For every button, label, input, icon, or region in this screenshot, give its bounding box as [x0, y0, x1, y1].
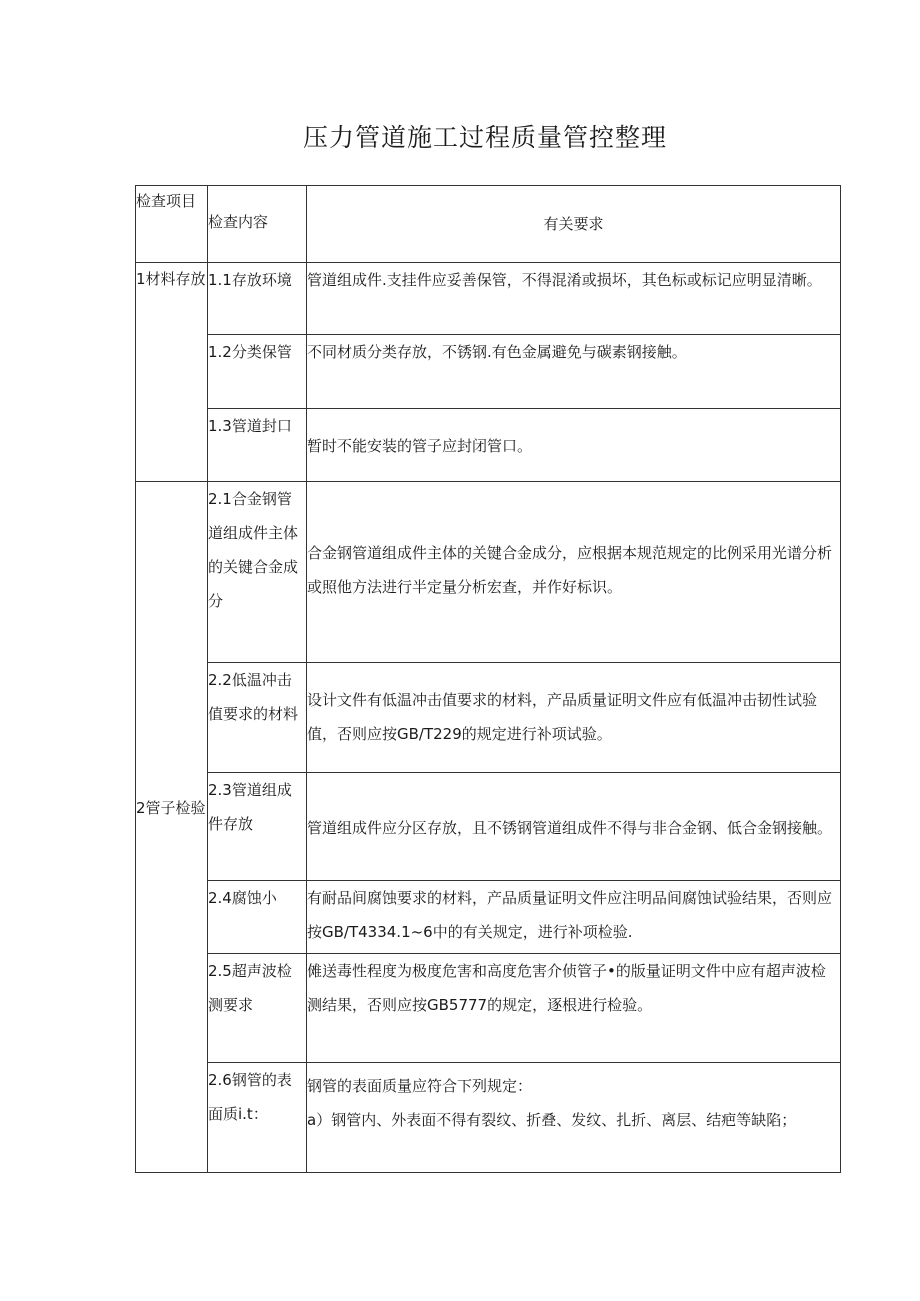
row-requirement: [307, 1063, 841, 1173]
table-row: [136, 954, 841, 1063]
category-material-storage: 1材料存放: [136, 263, 208, 482]
table-row: [136, 482, 841, 663]
document-title: 压力管道施工过程质量管控整理: [302, 123, 667, 152]
table-row: [136, 409, 841, 482]
row-item: 1.3管道封口: [208, 409, 307, 482]
header-requirement: 有关要求: [307, 186, 841, 263]
row-item: 2.2低温冲击值要求的材料: [208, 663, 307, 773]
row-item: 2.6钢管的表面质i.t：: [208, 1063, 307, 1173]
row-requirement: 有耐品间腐蚀要求的材料，产品质量证明文件应注明品间腐蚀试验结果，否则应按GB/T4334.1~6中的有关规定，进行补项检验.: [307, 881, 841, 954]
requirement-line: 钢管的表面质量应符合下列规定：: [307, 1077, 533, 1095]
row-item: 1.1存放环境: [208, 263, 307, 335]
inspection-table: [135, 185, 841, 1173]
table-row: [136, 881, 841, 954]
row-requirement: 暂时不能安装的管子应封闭管口。: [307, 409, 841, 482]
table-row: [136, 773, 841, 881]
row-item: 2.5超声波检测要求: [208, 954, 307, 1063]
row-requirement: 合金钢管道组成件主体的关键合金成分，应根据本规范规定的比例采用光谱分析或照他方法进行半定量分析宏查，并作好标识。: [307, 482, 841, 663]
table-row: [136, 663, 841, 773]
category-pipe-inspection: 2管子检验: [136, 482, 208, 1173]
row-item: 2.4腐蚀小: [208, 881, 307, 954]
table-row: [136, 1063, 841, 1173]
row-requirement: 不同材质分类存放，不锈钢.有色金属避免与碳素钢接触。: [307, 335, 841, 409]
row-item: 1.2分类保管: [208, 335, 307, 409]
requirement-line: a）钢管内、外表面不得有裂纹、折叠、发纹、扎折、离层、结疤等缺陷；: [307, 1111, 797, 1129]
header-category: 检查项目: [136, 186, 208, 263]
row-item: 2.1合金钢管道组成件主体的关键合金成分: [208, 482, 307, 663]
row-item: 2.3管道组成件存放: [208, 773, 307, 881]
table-row: [136, 263, 841, 335]
table-row: [136, 335, 841, 409]
row-requirement: 管道组成件应分区存放，且不锈钢管道组成件不得与非合金钢、低合金钢接触。: [307, 773, 841, 881]
row-requirement: 设计文件有低温冲击值要求的材料，产品质量证明文件应有低温冲击韧性试验值，否则应按GB/T229的规定进行补项试验。: [307, 663, 841, 773]
row-requirement: 管道组成件.支挂件应妥善保管，不得混淆或损坏，其色标或标记应明显清晰。: [307, 263, 841, 335]
row-requirement: 傩送毒性程度为极度危害和高度危害介侦管子•的版量证明文件中应有超声波检测结果，否则应按GB5777的规定，逐根进行检验。: [307, 954, 841, 1063]
table-header-row: [136, 186, 841, 263]
header-item: 检查内容: [208, 186, 307, 263]
